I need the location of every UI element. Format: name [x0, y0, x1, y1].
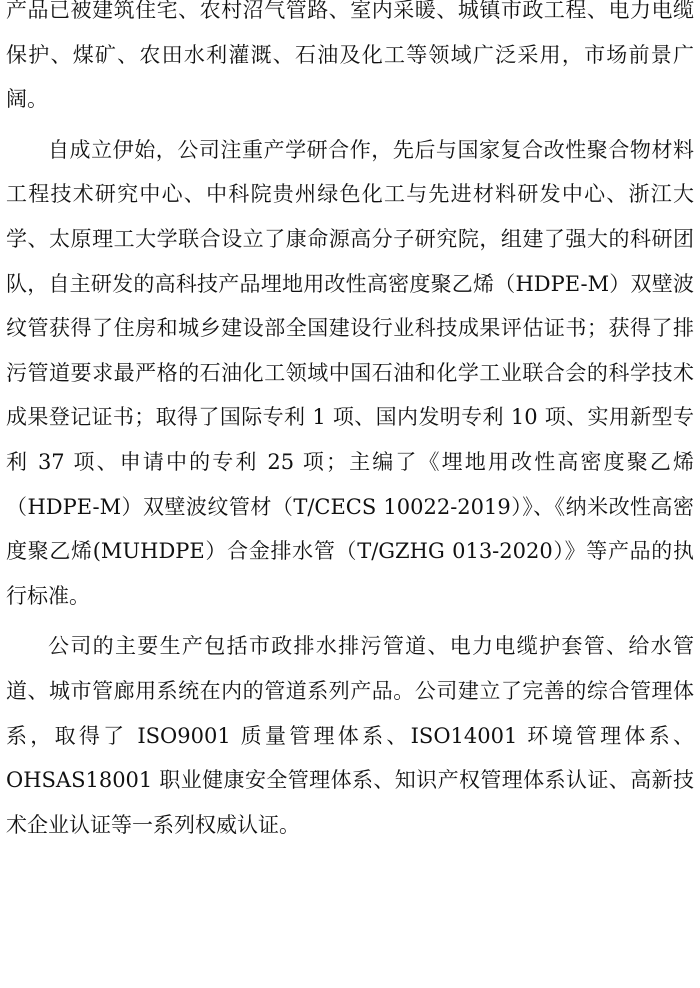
paragraph-products-certifications: 公司的主要生产包括市政排水排污管道、电力电缆护套管、给水管道、城市管廊用系统在内的管道系列产品。公司建立了完善的综合管理体系，取得了 ISO9001 质量管理体系、ISO14001 环境管理体系、OHSAS18001 职业健康安全管理体系、知识产权管理体系认证、高新技术企业认证等一系列权威认证。	[6, 634, 694, 837]
paragraph-market-applications: 产品已被建筑住宅、农村沼气管路、室内采暖、城镇市政工程、电力电缆保护、煤矿、农田水利灌溉、石油及化工等领域广泛采用，市场前景广阔。	[6, 0, 694, 112]
paragraph-research-cooperation: 自成立伊始，公司注重产学研合作，先后与国家复合改性聚合物材料工程技术研究中心、中科院贵州绿色化工与先进材料研发中心、浙江大学、太原理工大学联合设立了康命源高分子研究院，组建了强大的科研团队，自主研发的高科技产品埋地用改性高密度聚乙烯（HDPE-M）双壁波纹管获得了住房和城乡建设部全国建设行业科技成果评估证书；获得了排污管道要求最严格的石油化工领域中国石油和化学工业联合会的科学技术成果登记证书；取得了国际专利 1 项、国内发明专利 10 项、实用新型专利 37 项、申请中的专利 25 项；主编了《埋地用改性高密度聚乙烯（HDPE-M）双壁波纹管材（T/CECS 10022-2019）》、《纳米改性高密度聚乙烯(MUHDPE）合金排水管（T/GZHG 013-2020）》等产品的执行标准。	[6, 137, 694, 608]
